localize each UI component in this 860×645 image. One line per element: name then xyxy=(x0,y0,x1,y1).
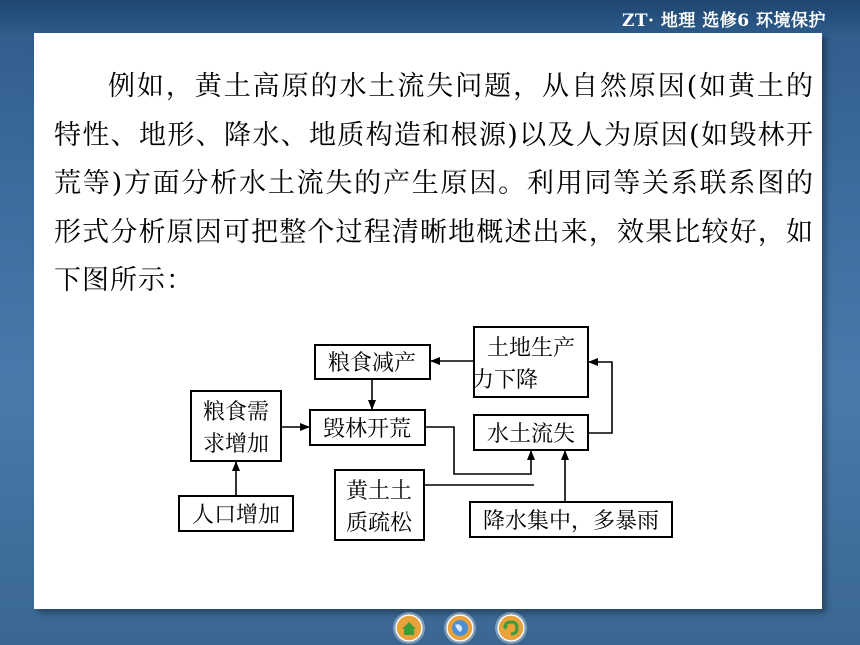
svg-text:毁林开荒: 毁林开荒 xyxy=(322,417,412,442)
svg-text:黄土土: 黄土土 xyxy=(345,479,413,504)
return-button[interactable] xyxy=(497,614,525,642)
svg-text:人口增加: 人口增加 xyxy=(191,503,281,528)
svg-text:土地生产: 土地生产 xyxy=(486,336,576,361)
box-loess xyxy=(335,470,424,540)
box-deforestation xyxy=(310,410,425,445)
svg-text:求增加: 求增加 xyxy=(202,432,270,457)
svg-text:粮食减产: 粮食减产 xyxy=(327,351,417,376)
box-population xyxy=(179,496,293,531)
svg-text:粮食需: 粮食需 xyxy=(202,400,270,425)
header-bar xyxy=(0,0,860,34)
globe-icon xyxy=(446,614,474,642)
home-button[interactable] xyxy=(395,614,423,642)
body-paragraph: 例如，黄土高原的水土流失问题，从自然原因(如黄土的特性、地形、降水、地质构造和根源)以及人为原因(如毁林开荒等)方面分析水土流失的产生原因。利用同等关系联系图的形式分析原因可把整个过程清晰地概述出来，效果比较好，如下图所示： xyxy=(54,71,814,296)
box-grain-reduction xyxy=(315,345,430,379)
box-grain-demand xyxy=(191,391,281,461)
box-rainfall xyxy=(470,502,672,537)
course-title: ZT· 地理 选修6 环境保护 xyxy=(621,11,826,31)
box-soil-erosion xyxy=(474,415,588,450)
svg-text:降水集中，多暴雨: 降水集中，多暴雨 xyxy=(482,509,660,534)
slide-content xyxy=(34,33,822,609)
cause-diagram xyxy=(34,33,822,609)
home-icon xyxy=(395,614,423,642)
svg-text:质疏松: 质疏松 xyxy=(345,511,413,536)
return-icon xyxy=(497,614,525,642)
box-land-productivity xyxy=(472,327,588,397)
arrow-erosion-to-productivity xyxy=(588,362,612,433)
svg-text:水土流失: 水土流失 xyxy=(486,422,576,447)
svg-text:力下降: 力下降 xyxy=(471,368,539,393)
globe-button[interactable] xyxy=(446,614,474,642)
